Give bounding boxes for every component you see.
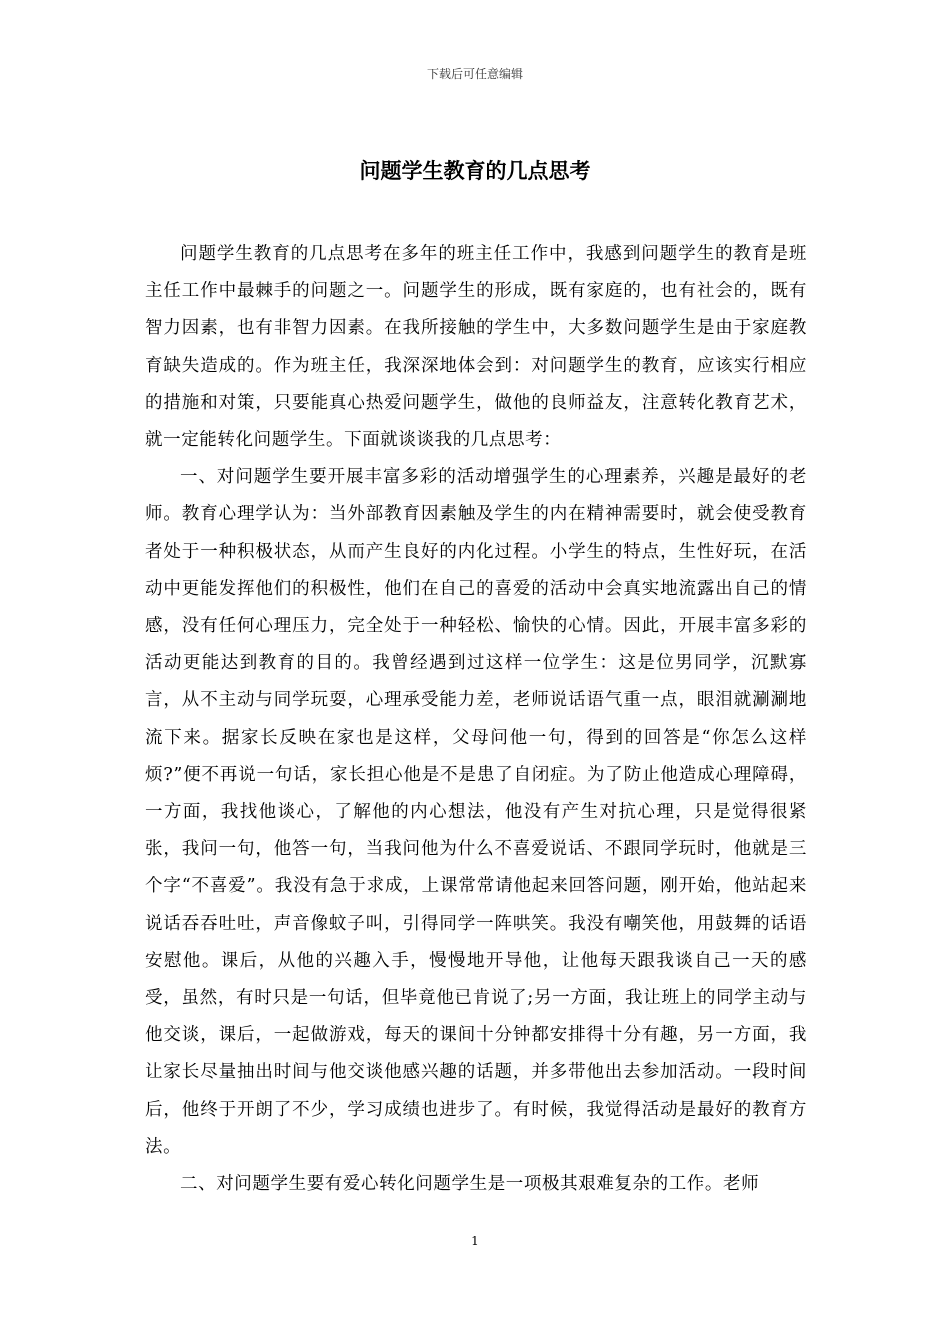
document-title: 问题学生教育的几点思考 bbox=[359, 158, 591, 183]
paragraph-section-one: 一、对问题学生要开展丰富多彩的活动增强学生的心理素养，兴趣是最好的老师。教育心理学认为：当外部教育因素触及学生的内在精神需要时，就会使受教育者处于一种积极状态，从而产生良好的内化过程。小学生的特点，生性好玩，在活动中更能发挥他们的积极性，他们在自己的喜爱的活动中会真实地流露出自己的情感，没有任何心理压力，完全处于一种轻松、愉快的心情。因此，开展丰富多彩的活动更能达到教育的目的。我曾经遇到过这样一位学生：这是位男同学，沉默寡言，从不主动与同学玩耍，心理承受能力差，老师说话语气重一点，眼泪就涮涮地流下来。据家长反映在家也是这样，父母问他一句，得到的回答是“你怎么这样烦?”便不再说一句话，家长担心他是不是患了自闭症。为了防止他造成心理障碍，一方面，我找他谈心，了解他的内心想法，他没有产生对抗心理，只是觉得很紧张，我问一句，他答一句，当我问他为什么不喜爱说话、不跟同学玩时，他就是三个字“不喜爱”。我没有急于求成，上课常常请他起来回答问题，刚开始，他站起来说话吞吞吐吐，声音像蚊子叫，引得同学一阵哄笑。我没有嘲笑他，用鼓舞的话语安慰他。课后，从他的兴趣入手，慢慢地开导他，让他每天跟我谈自己一天的感受，虽然，有时只是一句话，但毕竟他已肯说了;另一方面，我让班上的同学主动与他交谈，课后，一起做游戏，每天的课间十分钟都安排得十分有趣，另一方面，我让家长尽量抽出时间与他交谈他感兴趣的话题，并多带他出去参加活动。一段时间后，他终于开朗了不少，学习成绩也进步了。有时候，我觉得活动是最好的教育方法。 bbox=[145, 467, 807, 1157]
document-body bbox=[145, 236, 807, 1203]
header-note: 下载后可任意编辑 bbox=[426, 67, 523, 81]
page-number: 1 bbox=[471, 1234, 479, 1248]
paragraph-intro: 问题学生教育的几点思考在多年的班主任工作中，我感到问题学生的教育是班主任工作中最棘手的问题之一。问题学生的形成，既有家庭的，也有社会的，既有智力因素，也有非智力因素。在我所接触的学生中，大多数问题学生是由于家庭教育缺失造成的。作为班主任，我深深地体会到：对问题学生的教育，应该实行相应的措施和对策，只要能真心热爱问题学生，做他的良师益友，注意转化教育艺术，就一定能转化问题学生。下面就谈谈我的几点思考： bbox=[145, 244, 807, 451]
paragraph-section-two: 二、对问题学生要有爱心转化问题学生是一项极其艰难复杂的工作。老师 bbox=[180, 1174, 760, 1195]
